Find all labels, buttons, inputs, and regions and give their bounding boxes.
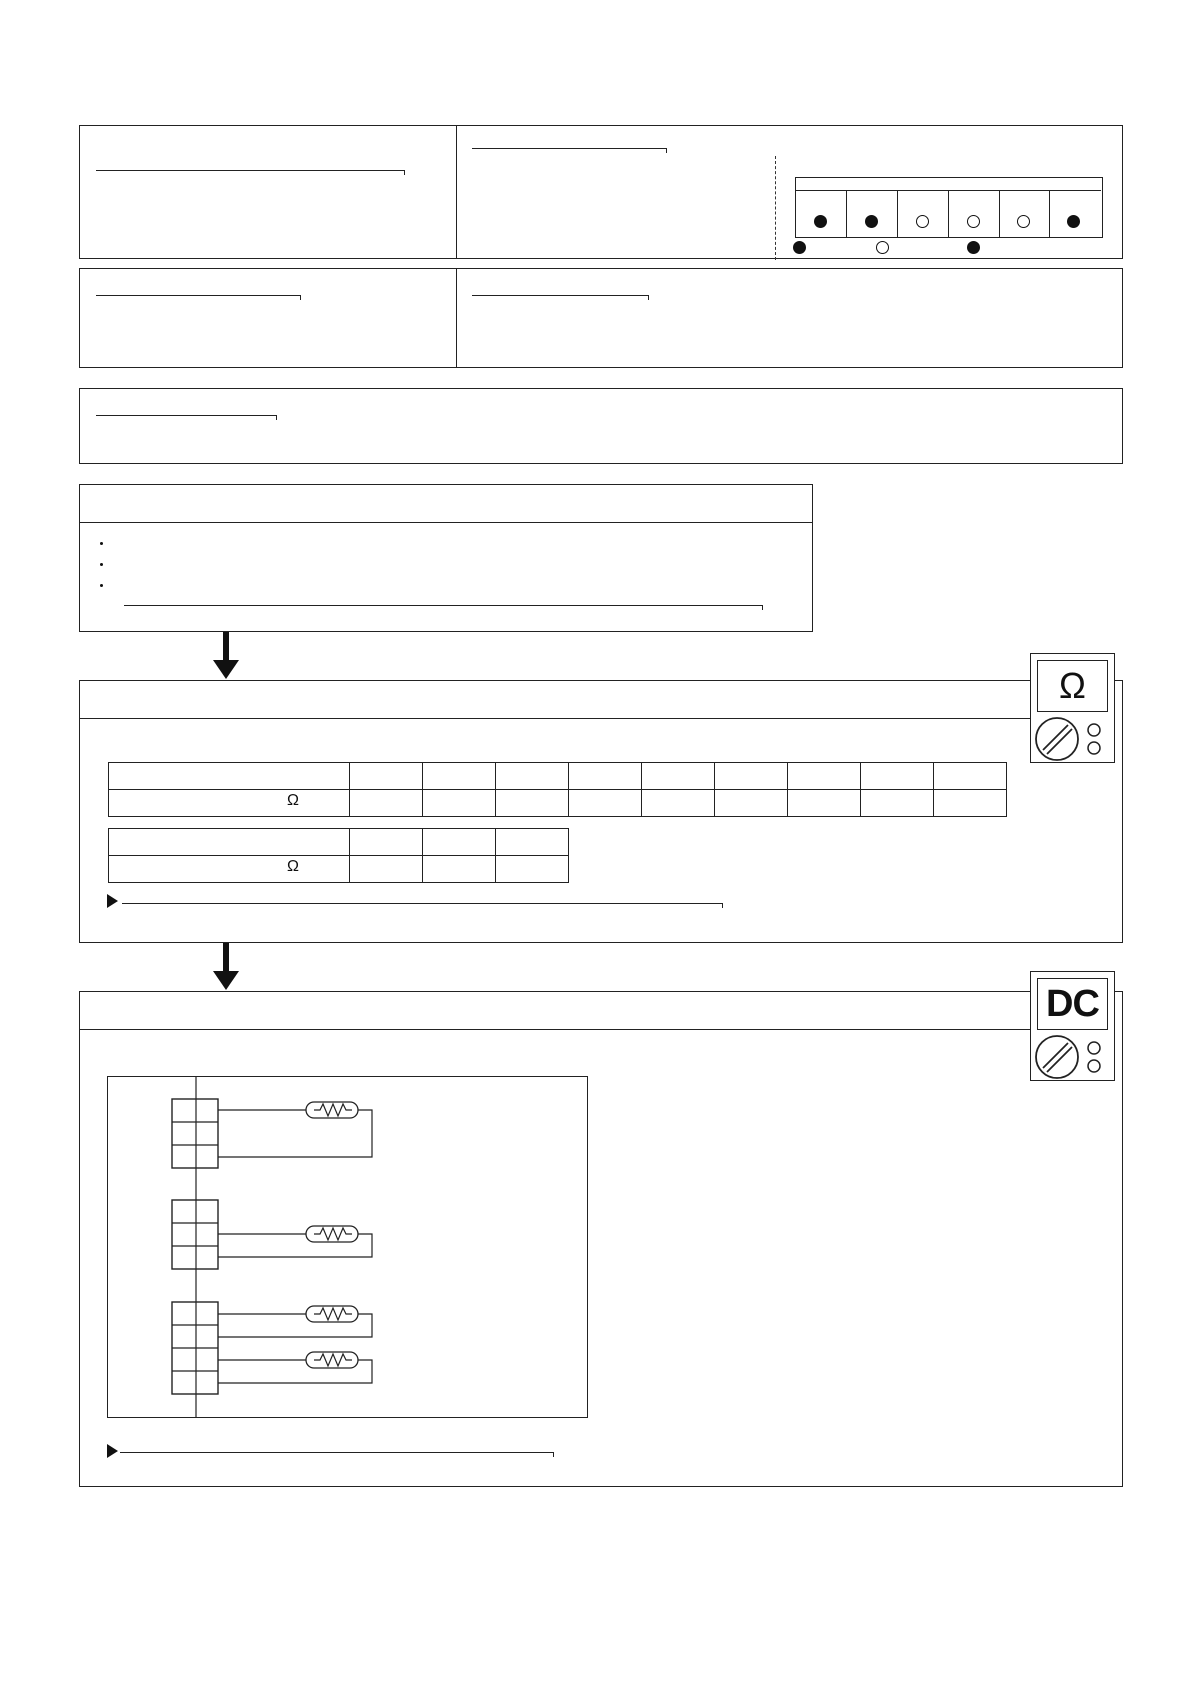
ohmmeter-icon bbox=[1030, 653, 1115, 763]
resistance-table-1 bbox=[108, 762, 1007, 817]
table-row bbox=[109, 763, 1007, 790]
section-title-line-3 bbox=[96, 295, 300, 296]
indicator-grid bbox=[795, 177, 1103, 238]
info-box-middle bbox=[79, 268, 1123, 368]
connector-wiring-svg bbox=[108, 1077, 588, 1417]
ohm-unit-label-2: Ω bbox=[287, 858, 299, 875]
ohm-symbol: Ω bbox=[1037, 660, 1108, 712]
flow-arrow-1 bbox=[212, 632, 240, 680]
info-box-bottom bbox=[79, 388, 1123, 464]
resistance-table-2 bbox=[108, 828, 569, 883]
section-title-line-5 bbox=[96, 415, 276, 416]
step-box-2 bbox=[79, 680, 1123, 943]
indicator-dot-2 bbox=[865, 215, 878, 228]
play-triangle-icon bbox=[107, 1444, 118, 1458]
resistor-icon bbox=[306, 1306, 358, 1322]
bullet-3 bbox=[100, 584, 103, 587]
bullet-2 bbox=[100, 563, 103, 566]
info-divider-2 bbox=[456, 269, 457, 367]
info-divider bbox=[456, 126, 457, 258]
flow-arrow-2 bbox=[212, 943, 240, 991]
resistor-icon bbox=[306, 1102, 358, 1118]
section-title-line-4 bbox=[472, 295, 648, 296]
meter-dial-icon bbox=[1033, 716, 1113, 762]
step-1-note-line bbox=[124, 605, 762, 606]
connector-diagram bbox=[107, 1076, 588, 1418]
table-row bbox=[109, 790, 1007, 817]
legend-dot-filled-1 bbox=[793, 241, 806, 254]
dashed-separator bbox=[775, 156, 776, 260]
step-2-header-divider bbox=[80, 718, 1035, 719]
info-box-top bbox=[79, 125, 1123, 259]
play-triangle-icon bbox=[107, 894, 118, 908]
indicator-dot-3 bbox=[916, 215, 929, 228]
section-title-line-1 bbox=[96, 170, 404, 171]
bullet-1 bbox=[100, 542, 103, 545]
dc-label: DC bbox=[1037, 978, 1108, 1030]
legend-dot-filled-2 bbox=[967, 241, 980, 254]
table-row bbox=[109, 856, 569, 883]
table-row bbox=[109, 829, 569, 856]
step-1-header-divider bbox=[80, 522, 812, 523]
indicator-dot-1 bbox=[814, 215, 827, 228]
dc-voltmeter-icon bbox=[1030, 971, 1115, 1081]
section-title-line-2 bbox=[472, 148, 666, 149]
meter-dial-icon bbox=[1033, 1034, 1113, 1080]
step-box-1 bbox=[79, 484, 813, 632]
step-2-note-line bbox=[122, 903, 722, 904]
indicator-dot-4 bbox=[967, 215, 980, 228]
legend-dot-empty bbox=[876, 241, 889, 254]
step-box-3 bbox=[79, 991, 1123, 1487]
step-3-note-line bbox=[120, 1452, 553, 1453]
resistor-icon bbox=[306, 1352, 358, 1368]
indicator-dot-5 bbox=[1017, 215, 1030, 228]
step-3-header-divider bbox=[80, 1029, 1035, 1030]
resistor-icon bbox=[306, 1226, 358, 1242]
indicator-dot-6 bbox=[1067, 215, 1080, 228]
ohm-unit-label-1: Ω bbox=[287, 792, 299, 809]
